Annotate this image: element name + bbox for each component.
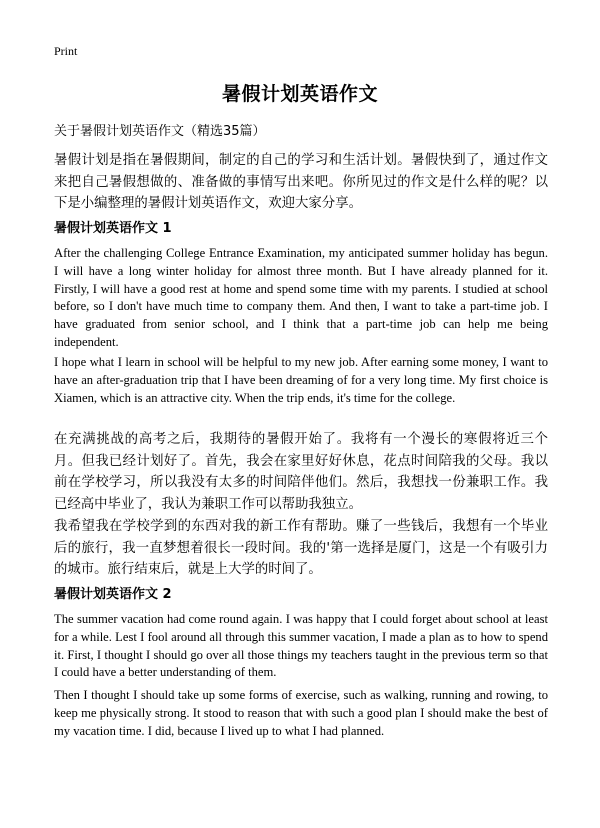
essay-1-english-paragraph-1: After the challenging College Entrance Examination, my anticipated summer holiday has begun. I will have a long winter holiday for almost three month. But I have already planned for it. Firstly, I will have a good rest at home and spend some time with my parents. I studied at school before, so I don't have much time to company them. And then, I want to take a part-time job. I have graduated from senior school, and I think that a part-time job can help me being independent. [54, 246, 548, 349]
essay-2-english-paragraph-2: Then I thought I should take up some forms of exercise, such as walking, running and rowing, to keep me physically strong. It stood to reason that with such a good plan I should make the best of my vacation time. I did, because I lived up to what I had planned. [54, 688, 548, 738]
essay-2-heading: 暑假计划英语作文 2 [54, 587, 172, 602]
intro-paragraph: 暑假计划是指在暑假期间，制定的自己的学习和生活计划。暑假快到了，通过作文来把自己暑假想做的、准备做的事情写出来吧。你所见过的作文是什么样的呢？以下是小编整理的暑假计划英语作文，欢迎大家分享。 [54, 153, 548, 211]
page-title: 暑假计划英语作文 [221, 83, 378, 105]
essay-1-heading: 暑假计划英语作文 1 [54, 221, 172, 236]
essay-1-chinese-paragraph-2: 我希望我在学校学到的东西对我的新工作有帮助。赚了一些钱后，我想有一个毕业后的旅行，我一直梦想着很长一段时间。我的'第一选择是厦门，这是一个有吸引力的城市。旅行结束后，就是上大学的时间了。 [54, 519, 548, 577]
page-subtitle: 关于暑假计划英语作文（精选35篇） [54, 124, 266, 139]
print-link[interactable]: Print [54, 44, 78, 58]
essay-1-english-paragraph-2: I hope what I learn in school will be helpful to my new job. After earning some money, I want to have an after-graduation trip that I have been dreaming of for a very long time. My first choice is Xiamen, which is an attractive city. When the trip ends, it's time for the college. [54, 355, 548, 405]
essay-2-english-paragraph-1: The summer vacation had come round again. I was happy that I could forget about school at least for a while. Lest I fool around all through this summer vacation, I made a plan as to how to spend it. First, I thought I should go over all those things my teachers taught in the previous term so that I could have a better understanding of them. [54, 612, 548, 680]
essay-1-chinese-paragraph-1: 在充满挑战的高考之后，我期待的暑假开始了。我将有一个漫长的寒假将近三个月。但我已经计划好了。首先，我会在家里好好休息，花点时间陪我的父母。我以前在学校学习，所以我没有太多的时间陪伴他们。然后，我想找一份兼职工作。我已经高中毕业了，我认为兼职工作可以帮助我独立。 [54, 432, 548, 512]
